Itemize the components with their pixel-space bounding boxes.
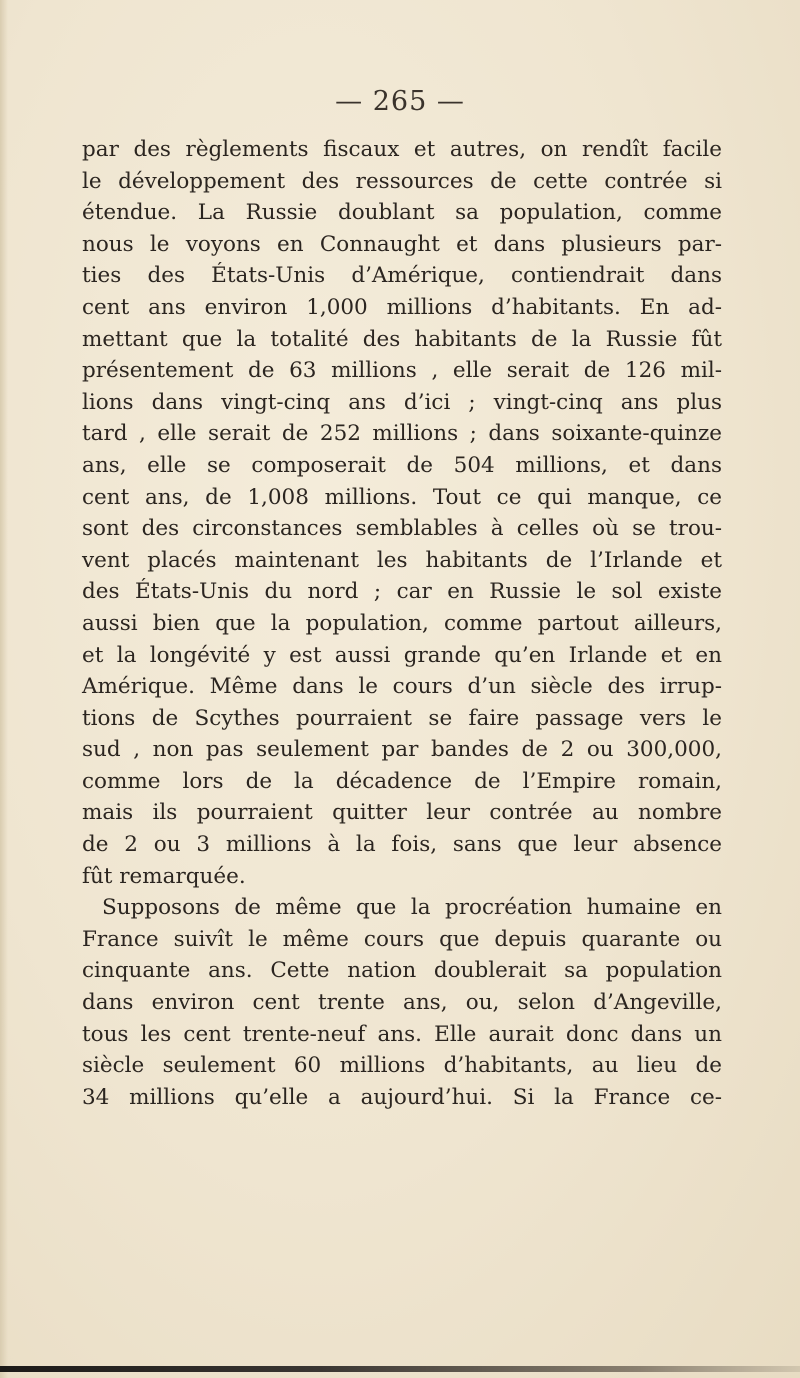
text-line: cinquante ans. Cette nation doublerait sa population <box>82 958 722 984</box>
text-line: sud , non pas seulement par bandes de 2 ou 300,000, <box>82 737 722 763</box>
text-line: et la longévité y est aussi grande qu’en Irlande et en <box>82 642 722 668</box>
page-number-header: — 265 — <box>335 86 465 117</box>
text-line: mais ils pourraient quitter leur contrée au nombre <box>82 800 722 826</box>
page-gutter-shadow <box>0 0 8 1378</box>
text-line: le développement des ressources de cette contrée si <box>82 168 722 194</box>
text-line: aussi bien que la population, comme partout ailleurs, <box>82 610 722 636</box>
text-line: tard , elle serait de 252 millions ; dans soixante-quinze <box>82 421 722 447</box>
text-line: ties des États-Unis d’Amérique, contiendrait dans <box>82 263 722 289</box>
text-line: Amérique. Même dans le cours d’un siècle des irrup- <box>82 674 722 700</box>
text-line: siècle seulement 60 millions d’habitants, au lieu de <box>82 1053 722 1079</box>
text-line: ans, elle se composerait de 504 millions, et dans <box>82 452 722 478</box>
text-line: mettant que la totalité des habitants de la Russie fût <box>82 326 722 352</box>
text-line: Supposons de même que la procréation humaine en <box>102 895 722 921</box>
text-line: des États-Unis du nord ; car en Russie le sol existe <box>82 579 722 605</box>
text-line: comme lors de la décadence de l’Empire romain, <box>82 768 722 794</box>
text-line: cent ans environ 1,000 millions d’habitants. En ad- <box>82 294 722 320</box>
text-line: vent placés maintenant les habitants de l’Irlande et <box>82 547 722 573</box>
text-line: cent ans, de 1,008 millions. Tout ce qui manque, ce <box>82 484 722 510</box>
text-line: étendue. La Russie doublant sa population, comme <box>82 200 722 226</box>
text-line: lions dans vingt-cinq ans d’ici ; vingt-cinq ans plus <box>82 389 722 415</box>
text-line: tions de Scythes pourraient se faire passage vers le <box>82 705 722 731</box>
text-line: présentement de 63 millions , elle serait de 126 mil- <box>82 358 722 384</box>
text-line: fût remarquée. <box>82 863 246 889</box>
text-line: tous les cent trente-neuf ans. Elle aurait donc dans un <box>82 1021 722 1047</box>
text-line: France suivît le même cours que depuis quarante ou <box>82 926 722 952</box>
text-line: 34 millions qu’elle a aujourd’hui. Si la France ce- <box>82 1084 722 1110</box>
text-line: de 2 ou 3 millions à la fois, sans que leur absence <box>82 832 722 858</box>
text-line: sont des circonstances semblables à celles où se trou- <box>82 516 722 542</box>
text-line: dans environ cent trente ans, ou, selon d’Angeville, <box>82 990 722 1016</box>
bottom-edge-rule <box>0 1366 800 1372</box>
body-text <box>82 134 722 1113</box>
text-line: nous le voyons en Connaught et dans plusieurs par- <box>82 231 722 257</box>
text-line: par des règlements fiscaux et autres, on rendît facile <box>82 137 722 162</box>
